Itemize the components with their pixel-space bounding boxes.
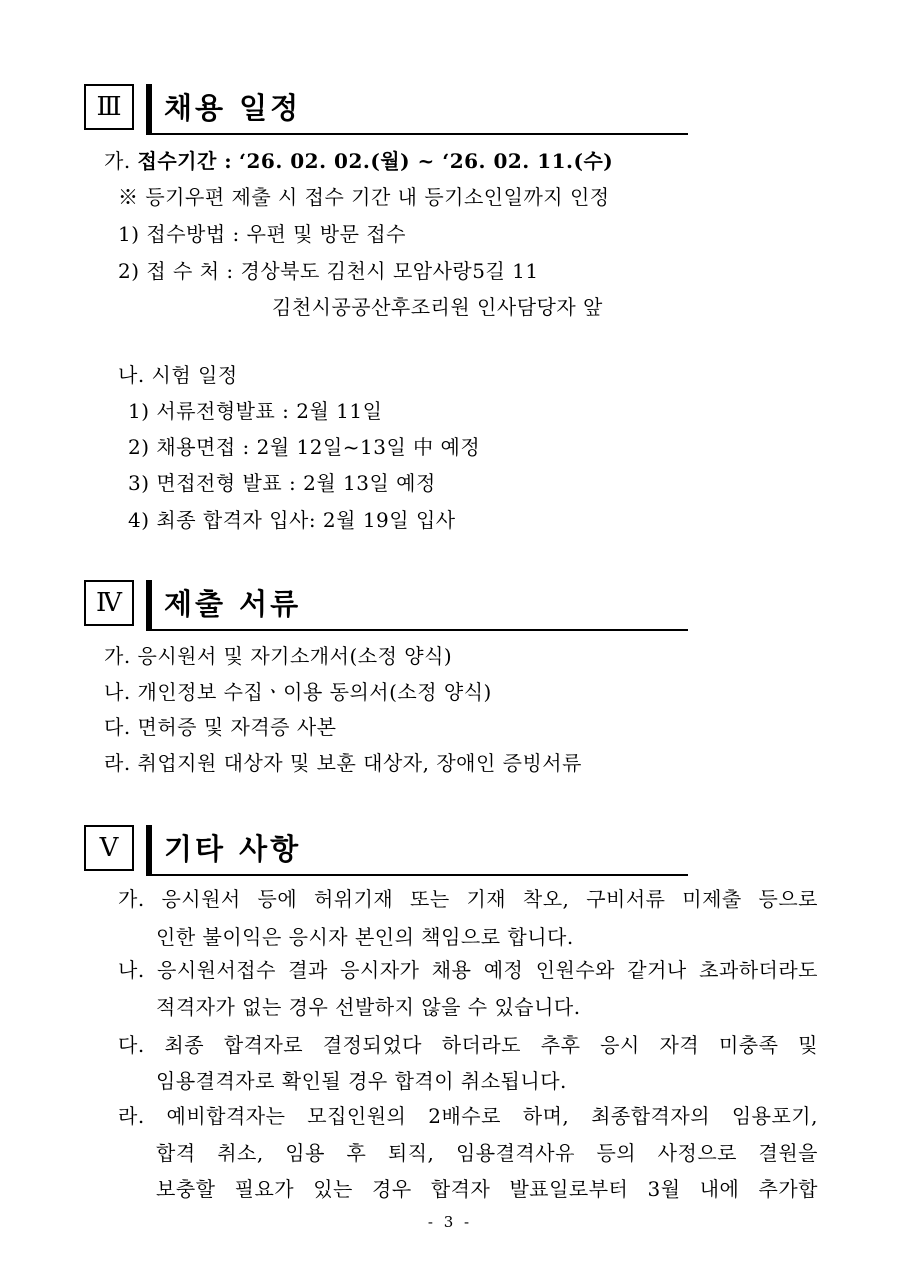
application-period — [104, 148, 613, 174]
note-ra-line-3: 보충할 필요가 있는 경우 합격자 발표일로부터 3월 내에 추가합 — [156, 1177, 818, 1201]
section-3-header — [84, 84, 688, 136]
section-4-title-bar — [146, 580, 152, 630]
application-method: 1) 접수방법 : 우편 및 방문 접수 — [118, 222, 406, 246]
section-3-underline — [146, 133, 688, 135]
application-period-value: ‘26. 02. 02.(월) ~ ‘26. 02. 11.(수) — [239, 149, 614, 173]
section-4-underline — [146, 629, 688, 631]
page-number: - 3 - — [427, 1213, 473, 1231]
document-item: 나. 개인정보 수집ㆍ이용 동의서(소정 양식) — [104, 680, 492, 704]
registered-mail-note: ※ 등기우편 제출 시 접수 기간 내 등기소인일까지 인정 — [118, 185, 610, 209]
section-4-title: 제출 서류 — [164, 587, 302, 621]
section-5-number: Ⅴ — [84, 825, 134, 871]
note-na-line-1: 나. 응시원서접수 결과 응시자가 채용 예정 인원수와 같거나 초과하더라도 — [118, 958, 818, 982]
note-da-line-2: 임용결격자로 확인될 경우 합격이 취소됩니다. — [156, 1069, 567, 1093]
document-item: 다. 면허증 및 자격증 사본 — [104, 715, 337, 739]
section-5-title-bar — [146, 825, 152, 875]
note-ga-line-1: 가. 응시원서 등에 허위기재 또는 기재 착오, 구비서류 미제출 등으로 — [118, 887, 818, 911]
section-5-header — [84, 825, 688, 877]
note-na-line-2: 적격자가 없는 경우 선발하지 않을 수 있습니다. — [156, 995, 581, 1019]
schedule-item: 4) 최종 합격자 입사: 2월 19일 입사 — [128, 508, 456, 532]
application-period-label: 접수기간 : — [137, 149, 233, 173]
note-ga-line-2: 인한 불이익은 응시자 본인의 책임으로 합니다. — [156, 925, 574, 949]
section-5-title: 기타 사항 — [164, 832, 302, 866]
application-period-prefix: 가. — [104, 149, 131, 173]
section-4-header — [84, 580, 688, 632]
application-place: 2) 접 수 처 : 경상북도 김천시 모암사랑5길 11 — [118, 259, 539, 283]
schedule-item: 2) 채용면접 : 2월 12일~13일 中 예정 — [128, 435, 481, 459]
section-3-title-bar — [146, 84, 152, 134]
application-place-recipient: 김천시공공산후조리원 인사담당자 앞 — [272, 295, 603, 319]
note-ra-line-1: 라. 예비합격자는 모집인원의 2배수로 하며, 최종합격자의 임용포기, — [118, 1104, 818, 1128]
section-3-number: Ⅲ — [84, 84, 134, 130]
schedule-item: 1) 서류전형발표 : 2월 11일 — [128, 399, 383, 423]
exam-schedule-title: 나. 시험 일정 — [118, 363, 238, 387]
document-item: 가. 응시원서 및 자기소개서(소정 양식) — [104, 644, 453, 668]
note-da-line-1: 다. 최종 합격자로 결정되었다 하더라도 추후 응시 자격 미충족 및 — [118, 1033, 818, 1057]
document-item: 라. 취업지원 대상자 및 보훈 대상자, 장애인 증빙서류 — [104, 751, 582, 775]
note-ra-line-2: 합격 취소, 임용 후 퇴직, 임용결격사유 등의 사정으로 결원을 — [156, 1141, 818, 1165]
section-3-title: 채용 일정 — [164, 91, 302, 125]
schedule-item: 3) 면접전형 발표 : 2월 13일 예정 — [128, 471, 436, 495]
section-4-number: Ⅳ — [84, 580, 134, 626]
section-5-underline — [146, 874, 688, 876]
